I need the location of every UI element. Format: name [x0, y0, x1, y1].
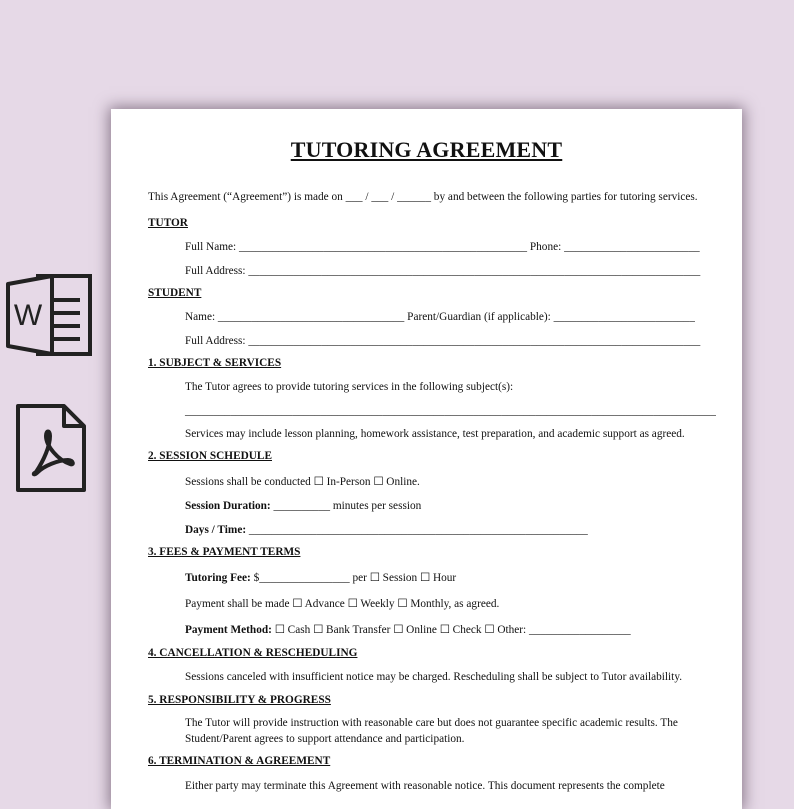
- section-1-heading: 1. SUBJECT & SERVICES: [148, 357, 282, 369]
- session-duration-label: Session Duration:: [185, 500, 271, 512]
- days-time-label: Days / Time:: [185, 524, 247, 536]
- tutoring-fee-field[interactable]: [185, 571, 456, 585]
- payment-method-field[interactable]: [185, 623, 631, 637]
- payment-method-options[interactable]: ☐ Cash ☐ Bank Transfer ☐ Online ☐ Check ☐ Other: __________________: [271, 624, 631, 636]
- payment-method-label: Payment Method:: [185, 624, 272, 636]
- tutor-heading: TUTOR: [148, 217, 188, 229]
- section-5-heading: 5. RESPONSIBILITY & PROGRESS: [148, 694, 331, 706]
- section-1-text: The Tutor agrees to provide tutoring services in the following subject(s):: [185, 381, 514, 393]
- section-4-heading: 4. CANCELLATION & RESCHEDULING: [148, 647, 358, 659]
- tutor-name-phone-field[interactable]: Full Name: ___________________________________________________ Phone: ________________________: [185, 241, 700, 253]
- student-name-guardian-field[interactable]: Name: _________________________________ Parent/Guardian (if applicable): _________________________: [185, 311, 695, 323]
- section-1-services-text: Services may include lesson planning, homework assistance, test preparation, and academic support as agreed.: [185, 428, 685, 440]
- payment-schedule-options[interactable]: Payment shall be made ☐ Advance ☐ Weekly ☐ Monthly, as agreed.: [185, 598, 500, 610]
- intro-text: This Agreement (“Agreement”) is made on ___ / ___ / ______ by and between the following parties for tutoring services.: [148, 191, 698, 203]
- tutoring-fee-blank[interactable]: $________________ per ☐ Session ☐ Hour: [250, 572, 457, 584]
- section-5-text-1: The Tutor will provide instruction with reasonable care but does not guarantee specific academic results. The: [185, 717, 678, 729]
- session-duration-field[interactable]: [185, 499, 421, 513]
- tutor-address-field[interactable]: Full Address: ________________________________________________________________________________: [185, 265, 701, 277]
- subject-blank-field[interactable]: ______________________________________________________________________________________________: [185, 405, 716, 417]
- tutoring-fee-label: Tutoring Fee:: [185, 572, 251, 584]
- document-page: [111, 109, 742, 809]
- section-3-heading: 3. FEES & PAYMENT TERMS: [148, 546, 301, 558]
- document-title: TUTORING AGREEMENT: [290, 137, 563, 162]
- session-mode-options[interactable]: Sessions shall be conducted ☐ In-Person ☐ Online.: [185, 476, 420, 488]
- section-2-heading: 2. SESSION SCHEDULE: [148, 450, 272, 462]
- pdf-file-icon: [14, 402, 88, 494]
- word-file-icon: [6, 270, 94, 360]
- student-address-field[interactable]: Full Address: ________________________________________________________________________________: [185, 335, 701, 347]
- days-time-blank[interactable]: ____________________________________________________________: [246, 524, 588, 536]
- section-5-text-2: Student/Parent agrees to support attendance and participation.: [185, 733, 465, 745]
- student-heading: STUDENT: [148, 287, 202, 299]
- section-4-text: Sessions canceled with insufficient notice may be charged. Rescheduling shall be subject to Tutor availability.: [185, 671, 683, 683]
- word-letter: W: [13, 299, 43, 332]
- session-duration-blank[interactable]: __________ minutes per session: [270, 500, 422, 512]
- days-time-field[interactable]: [185, 523, 588, 537]
- section-6-heading: 6. TERMINATION & AGREEMENT: [148, 755, 331, 767]
- section-6-text: Either party may terminate this Agreement with reasonable notice. This document represents the complete: [185, 780, 665, 792]
